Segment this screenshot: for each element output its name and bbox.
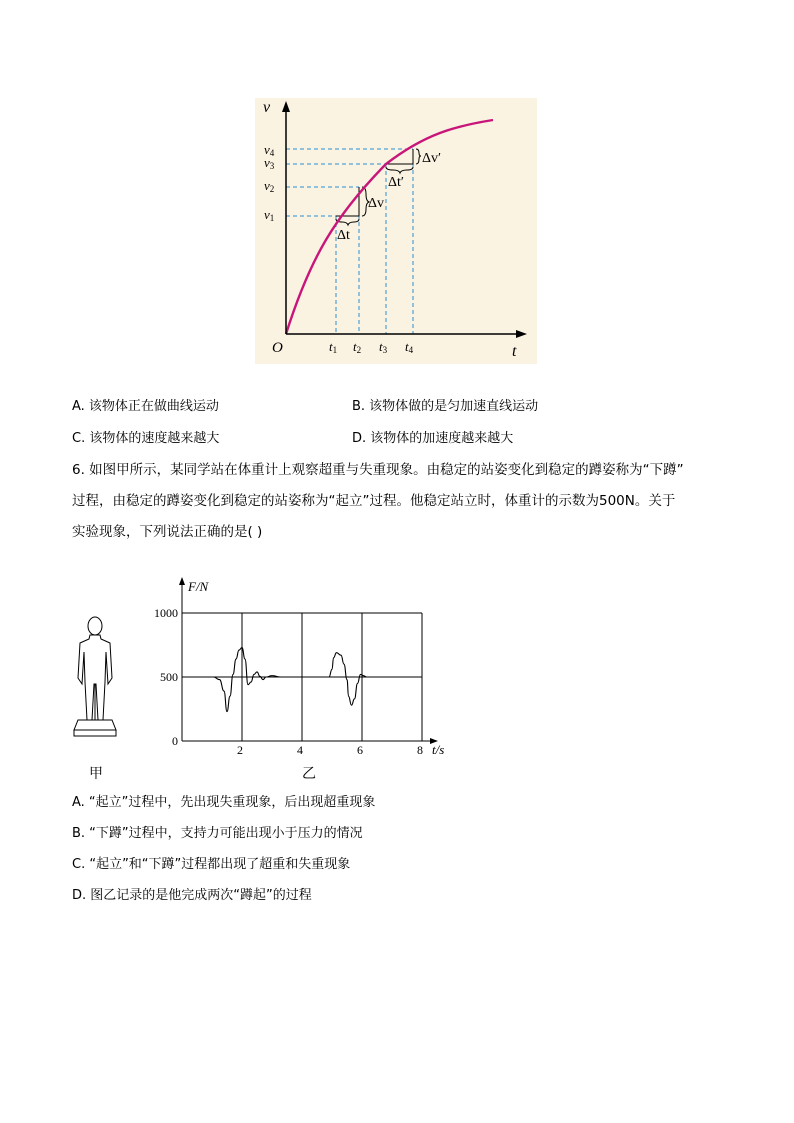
y-tick-1000: 1000 — [154, 606, 178, 620]
q6-option-c: C. “起立”和“下蹲”过程都出现了超重和失重现象 — [72, 857, 351, 872]
x-tick-8: 8 — [417, 743, 423, 755]
q6-option-a: A. “起立”过程中，先出现失重现象，后出现超重现象 — [72, 795, 376, 810]
x-tick-6: 6 — [357, 743, 363, 755]
delta-t-label: Δt — [337, 228, 350, 243]
vt-graph-figure — [255, 98, 537, 364]
t3-label: t3 — [379, 339, 388, 355]
t1-label: t1 — [329, 339, 338, 355]
person-drawing — [78, 617, 112, 720]
force-series-line — [214, 648, 367, 712]
chart-x-axis-label: t/s — [432, 742, 445, 755]
v4-label: v4 — [264, 142, 275, 158]
q6-stem-line3: 实验现象，下列说法正确的是( ) — [72, 524, 263, 540]
person-on-scale-figure — [68, 612, 122, 742]
q5-option-b: B. 该物体做的是匀加速直线运动 — [352, 399, 539, 414]
scale-drawing — [74, 720, 116, 736]
q5-option-d: D. 该物体的加速度越来越大 — [352, 431, 514, 446]
t4-label: t4 — [405, 339, 414, 355]
q6-stem-line1: 6. 如图甲所示，某同学站在体重计上观察超重与失重现象。由稳定的站姿变化到稳定的蹲姿称为“下蹲” — [72, 462, 684, 478]
delta-t-prime-label: Δt′ — [388, 175, 404, 190]
t2-label: t2 — [353, 339, 362, 355]
origin-label: O — [272, 340, 283, 356]
force-time-chart — [140, 575, 460, 755]
y-tick-0: 0 — [172, 734, 178, 748]
q5-option-a: A. 该物体正在做曲线运动 — [72, 399, 219, 414]
t-axis-label: t — [512, 343, 517, 360]
x-tick-2: 2 — [237, 743, 243, 755]
v1-label: v1 — [264, 207, 275, 223]
scale-base — [74, 730, 116, 736]
chart-y-arrow-icon — [179, 577, 185, 585]
q5-option-c: C. 该物体的速度越来越大 — [72, 431, 220, 446]
v-axis-label: v — [263, 99, 271, 116]
q6-stem-line2: 过程，由稳定的蹲姿变化到稳定的站姿称为“起立”过程。他稳定站立时，体重计的示数为500N。关于 — [72, 493, 676, 509]
figure-yi-label: 乙 — [302, 766, 316, 782]
person-head — [88, 617, 102, 635]
delta-v-prime-label: Δv′ — [422, 151, 442, 166]
v3-label: v3 — [264, 155, 275, 171]
chart-frame — [182, 581, 432, 741]
q6-option-d: D. 图乙记录的是他完成两次“蹲起”的过程 — [72, 888, 312, 903]
figure-jia-label: 甲 — [89, 766, 103, 782]
y-tick-500: 500 — [160, 670, 178, 684]
x-tick-4: 4 — [297, 743, 303, 755]
v2-label: v2 — [264, 178, 275, 194]
q6-option-b: B. “下蹲”过程中，支持力可能出现小于压力的情况 — [72, 826, 363, 841]
chart-y-axis-label: F/N — [188, 579, 209, 594]
scale-top — [74, 720, 116, 730]
delta-v-label: Δv — [368, 196, 385, 211]
vt-graph-background — [255, 98, 537, 364]
